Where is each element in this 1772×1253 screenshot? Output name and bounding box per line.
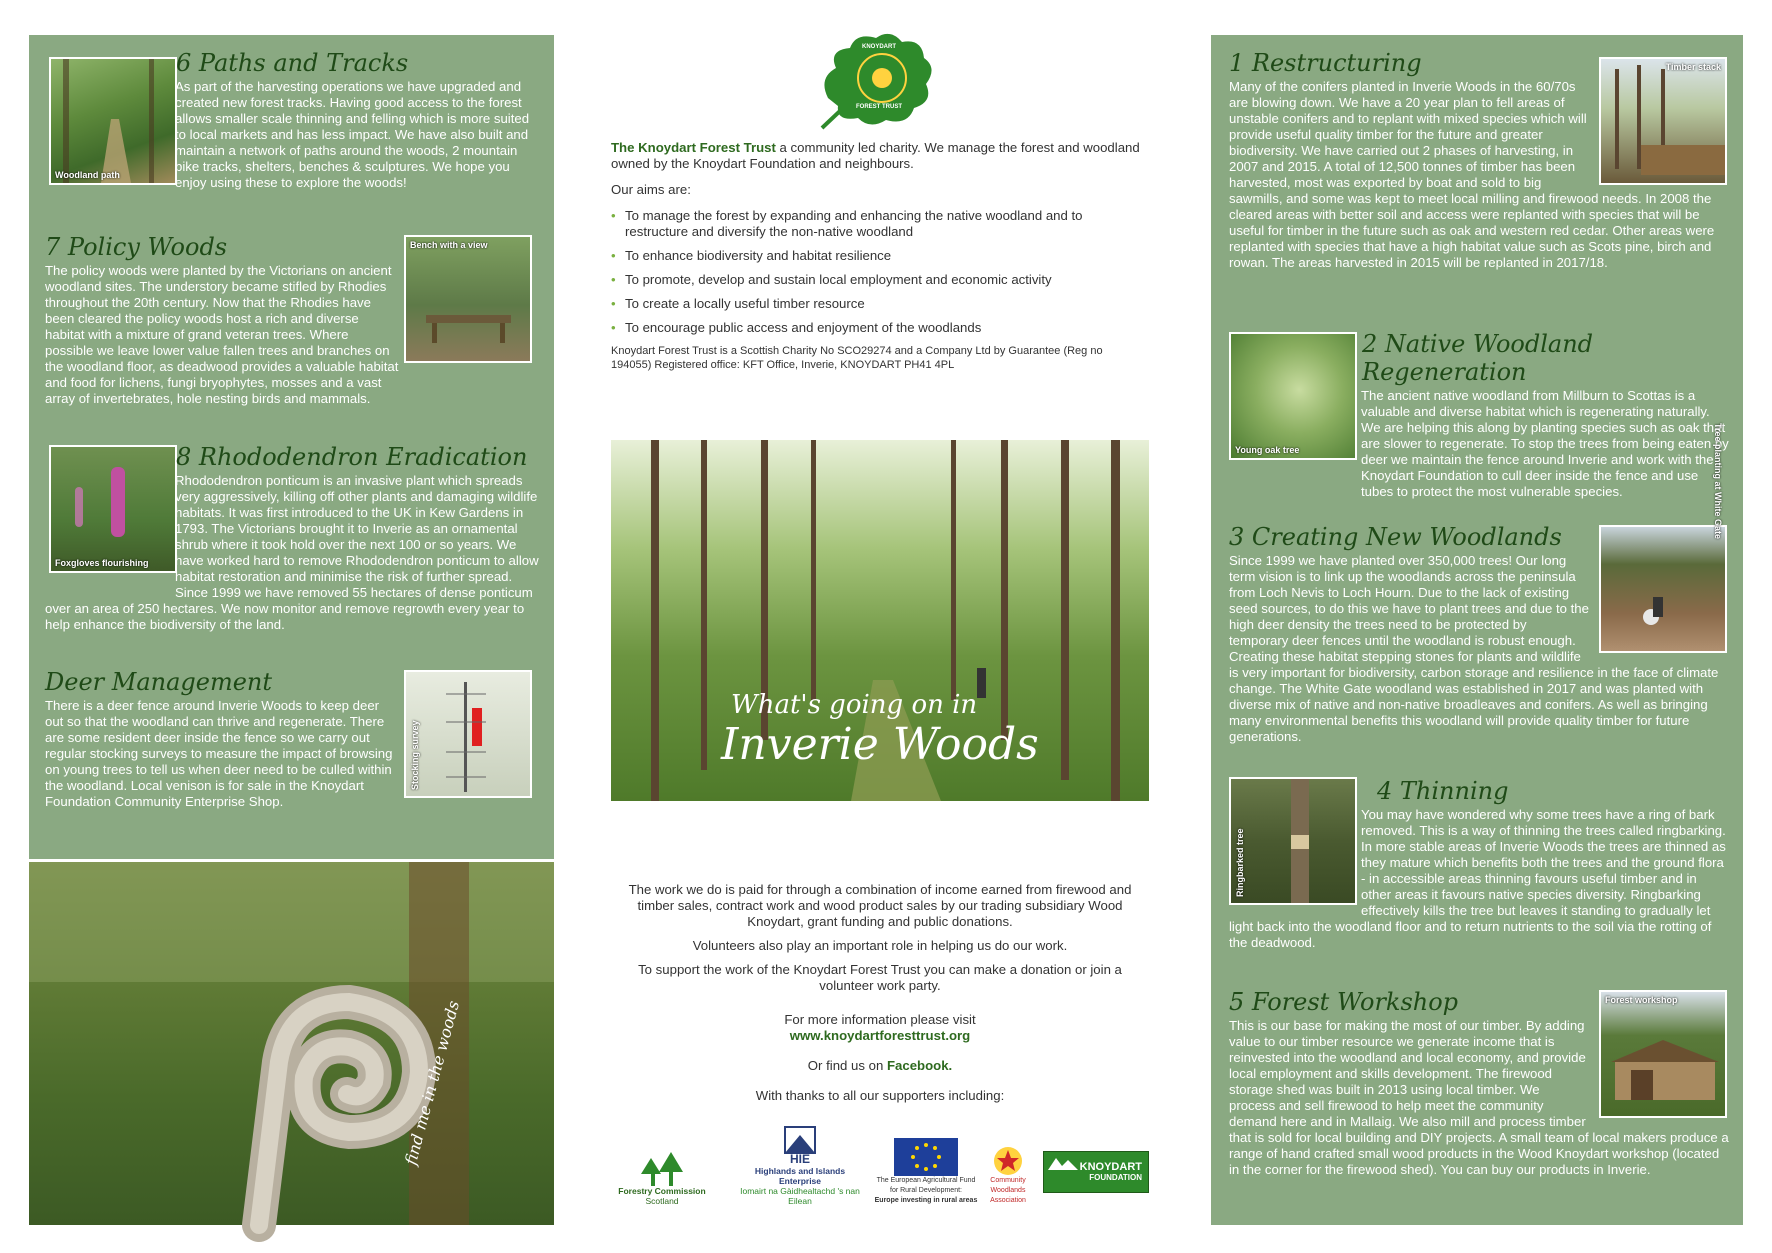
section-heading: Deer Management	[45, 668, 273, 696]
photo-caption: Stocking survey	[410, 720, 420, 790]
wrap-spacer	[1593, 79, 1729, 189]
section-heading: 2 Native Woodland Regeneration	[1362, 330, 1594, 386]
right-panel	[1211, 35, 1743, 1225]
hero-line-1: What's going on in	[731, 690, 978, 720]
knoydart-forest-trust-logo	[818, 28, 938, 130]
wrap-spacer	[1229, 807, 1361, 911]
eu-line3: Europe investing in rural areas	[874, 1197, 978, 1204]
fcs-line1: Forestry Commission	[618, 1186, 706, 1196]
hero-line-2: Inverie Woods	[721, 719, 1039, 770]
section-heading: 3 Creating New Woodlands	[1229, 523, 1562, 551]
section-body: Since 1999 we have planted over 350,000 trees! Our long term vision is to link up the woodlands across the peninsula from Loch Nevis to Loch Hourn. Due to the lack of existing seed sources, to do this we have to plant trees and due to the high deer density the trees need to be protected by temporary deer fences until the woodland is robust enough. Creating these habitat stepping stones for plants and wildlife is very important for biodiversity, carbon storage and resilience in the face of climate change. The White Gate woodland was established in 2017 and was planted with diverse mix of native and non-native broadleaves and conifers. As well as bringing many environmental benefits this woodland will provide quality timber for future generations.	[1229, 553, 1729, 745]
more-info-text: For more information please visit	[784, 1012, 976, 1027]
kf-line2: FOUNDATION	[1089, 1173, 1142, 1182]
hie-line2: Iomairt na Gàidhealtachd 's nan Eilean	[740, 1186, 860, 1206]
eu-rural-fund-logo	[866, 1136, 986, 1206]
section-body: Rhododendron ponticum is an invasive plant which spreads very aggressively, killing off other plants and damaging wildlife habitats. It was first introduced to the UK in Kew Gardens in 1793. The Victorians brought it to Inverie as an ornamental shrub where it took hold over the next 100 or so years. We have worked hard to remove Rhododendron ponticum to allow habitat restoration and minimise the risk of further spread. Since 1999 we have removed 55 hectares of dense ponticum over an area of 250 hectares. We now monitor and remove regrowth every year to help enhance the biodiversity of the land.	[45, 473, 539, 632]
wrap-spacer	[400, 263, 540, 387]
sculpture-caption: find me in the woods	[401, 998, 464, 1167]
logo-bottom-text: FOREST TRUST	[856, 104, 902, 110]
section-heading: 5 Forest Workshop	[1229, 988, 1459, 1016]
forestry-commission-logo	[611, 1140, 713, 1206]
cwa-line1: Community	[990, 1177, 1026, 1184]
section-thinning	[1229, 777, 1729, 951]
aims-list	[611, 208, 1141, 336]
charity-info: Knoydart Forest Trust is a Scottish Charity No SCO29274 and a Company Ltd by Guarantee (Reg no 194055) Registered office: KFT Office, Inverie, KNOYDART PH41 4PL	[611, 345, 1103, 371]
section-heading: 6 Paths and Tracks	[176, 49, 409, 77]
facebook-prefix: Or find us on	[807, 1058, 887, 1073]
cwa-line2: Woodlands	[990, 1187, 1026, 1194]
wrap-spacer	[1589, 553, 1729, 661]
section-heading: 4 Thinning	[1377, 777, 1509, 805]
section-body: This is our base for making the most of our timber. By adding value to our timber resource we generate income that is reinvested into the woodland and local economy, and provide local employment and skills development. The firewood storage shed was built in 2013 using local timber. We process and sell firewood to help meet the community demand here and in Mallaig. We also mill and process timber that is sold for local building and DIY projects. A small team of local makers produce a range of hand crafted small wood products in the Wood Knoydart workshop (located in the corner for the firewood shed). You can buy our products in Inverie.	[1229, 1018, 1729, 1177]
photo-caption: Tree planting at White Gate	[1713, 422, 1723, 539]
community-woodlands-logo	[983, 1140, 1033, 1206]
hero-title	[721, 690, 1039, 770]
section-native	[1229, 330, 1729, 500]
list-item: • To encourage public access and enjoyment of the woodlands	[611, 320, 1141, 336]
section-body: The ancient native woodland from Millburn to Scottas is a valuable and diverse habitat which is regenerating naturally. We are helping this along by planting species such as oak that are slower to regenerate. To stop the trees from being eaten by deer we maintain the fence around Inverie and work with the Knoydart Foundation to cull deer inside the fence and use tubes to protect the most vulnerable species.	[1229, 388, 1729, 500]
intro-block	[611, 140, 1141, 372]
thanks-text: With thanks to all our supporters including:	[755, 1088, 1005, 1103]
inverie-woods-hero-photo	[611, 440, 1149, 801]
hie-abbr: HIE	[789, 1152, 810, 1166]
section-rhodo	[45, 443, 540, 633]
photo-caption: Bench with a view	[410, 240, 488, 250]
eu-line2: for Rural Development:	[890, 1187, 962, 1194]
wrap-spacer	[45, 473, 175, 597]
list-item: • To create a locally useful timber resource	[611, 296, 1141, 312]
photo-caption: Foxgloves flourishing	[55, 558, 149, 568]
section-restructuring	[1229, 49, 1729, 271]
volunteers-text: Volunteers also play an important role in helping us do our work.	[692, 938, 1068, 953]
section-body: The policy woods were planted by the Victorians on ancient woodland sites. The understory became stifled by Rhodies throughout the 20th century. Now that the Rhodies have been cleared the policy woods host a rich and diverse habitat with a mixture of grand veteran trees. Where possible we leave lower value fallen trees and branches on the woodland floor, as deadwood provides a valuable habitat and food for lichens, fungi bryophytes, mosses and a vast array of invertebrates, hole nesting birds and mammals.	[45, 263, 540, 407]
section-body: You may have wondered why some trees have a ring of bark removed. This is a way of thinning the trees called ringbarking. In more stable areas of Inverie Woods the trees are thinned as they mature which benefits both the trees and the ground flora - in accessible areas thinning favours useful timber and in other areas it favours native species diversity. Ringbarking effectively kills the tree but leaves it standing to gradually let light back into the woodland floor and to return nutrients to the soil via the rotting of the deadwood.	[1229, 807, 1726, 950]
section-body: As part of the harvesting operations we have upgraded and created new forest tracks. Having good access to the forest allows smaller scale thinning and felling which is more suited to local markets and has less impact. We have also built and maintain a network of paths around the woods, 2 mountain bike tracks, shelters, benches & sculptures. We hope you enjoy using these to explore the woods!	[45, 79, 540, 191]
facebook-link[interactable]: Facebook.	[886, 1058, 953, 1073]
list-item: • To enhance biodiversity and habitat resilience	[611, 248, 1141, 264]
section-workshop	[1229, 988, 1729, 1178]
trust-name: The Knoydart Forest Trust	[611, 140, 776, 155]
stocking-survey-photo	[404, 670, 532, 798]
section-body: Many of the conifers planted in Inverie Woods in the 60/70s are blowing down. We have a 20 year plan to fell areas of unstable conifers and to replant with mixed species which will provide useful quality timber for the future and greater biodiversity. We have carried out 2 phases of harvesting, in 2007 and 2015. A total of 12,500 tonnes of timber has been harvested, most was exported by boat and sold to big sawmills, and some was kept to meet local milling and firewood needs. In 2008 the cleared areas with better soil and access were replanted with species that will be useful for timber in the future such as oak and western red cedar. Other areas were replanted with species that have a high habitat value such as Scots pine, birch and rowan. The areas harvested in 2015 will be replanted in 2017/18.	[1229, 79, 1729, 271]
wrap-spacer	[1589, 1018, 1729, 1130]
support-text: To support the work of the Knoydart Forest Trust you can make a donation or join a volunteer work party.	[638, 962, 1122, 993]
hie-logo	[735, 1140, 865, 1206]
intro-rest: a community led charity. We manage the forest and woodland owned by the Knoydart Foundation and neighbours.	[611, 140, 1140, 171]
wrap-spacer	[1229, 388, 1361, 492]
wrap-spacer	[45, 79, 175, 203]
facebook-line	[611, 1058, 1149, 1074]
photo-caption: Woodland path	[55, 170, 120, 180]
section-heading: 8 Rhododendron Eradication	[176, 443, 528, 471]
photo-caption: Timber stack	[1665, 62, 1721, 72]
list-item: • To manage the forest by expanding and enhancing the native woodland and to restructure and diversify the non-native woodland	[611, 208, 1141, 240]
website-link[interactable]: www.knoydartforesttrust.org	[789, 1028, 971, 1043]
knoydart-foundation-logo	[1043, 1151, 1149, 1193]
fcs-line2: Scotland	[645, 1196, 679, 1206]
hie-line1: Highlands and Islands Enterprise	[754, 1166, 846, 1186]
spiral-sculpture-photo	[29, 862, 554, 1225]
section-policy	[45, 233, 540, 407]
section-paths	[45, 49, 540, 203]
funding-text: The work we do is paid for through a combination of income earned from firewood and timber sales, contract work and wood product sales by our trading subsidiary Wood Knoydart, grant funding and public donations.	[628, 882, 1132, 929]
photo-caption: Young oak tree	[1235, 445, 1300, 455]
left-panel	[29, 35, 554, 859]
section-heading: 1 Restructuring	[1229, 49, 1422, 77]
section-body: There is a deer fence around Inverie Woods to keep deer out so that the woodland can thrive and regenerate. There are some resident deer inside the fence so we carry out regular stocking surveys to measure the impact of browsing on young trees to tell us when deer need to be culled within the woodland. Local venison is for sale in the Knoydart Foundation Community Enterprise Shop.	[45, 698, 393, 809]
list-item: • To promote, develop and sustain local employment and economic activity	[611, 272, 1141, 288]
section-creating	[1229, 523, 1729, 745]
photo-caption: Ringbarked tree	[1235, 828, 1245, 897]
eu-line1: The European Agricultural Fund	[876, 1177, 976, 1184]
photo-caption: Forest workshop	[1605, 995, 1678, 1005]
section-deer	[45, 668, 400, 810]
cwa-line3: Association	[990, 1197, 1026, 1204]
kf-line1: KNOYDART	[1079, 1161, 1142, 1173]
logo-top-text: KNOYDART	[862, 44, 896, 50]
aims-title: Our aims are:	[611, 182, 691, 197]
section-heading: 7 Policy Woods	[45, 233, 228, 261]
support-block	[611, 882, 1149, 1104]
intro-text	[611, 140, 1141, 172]
